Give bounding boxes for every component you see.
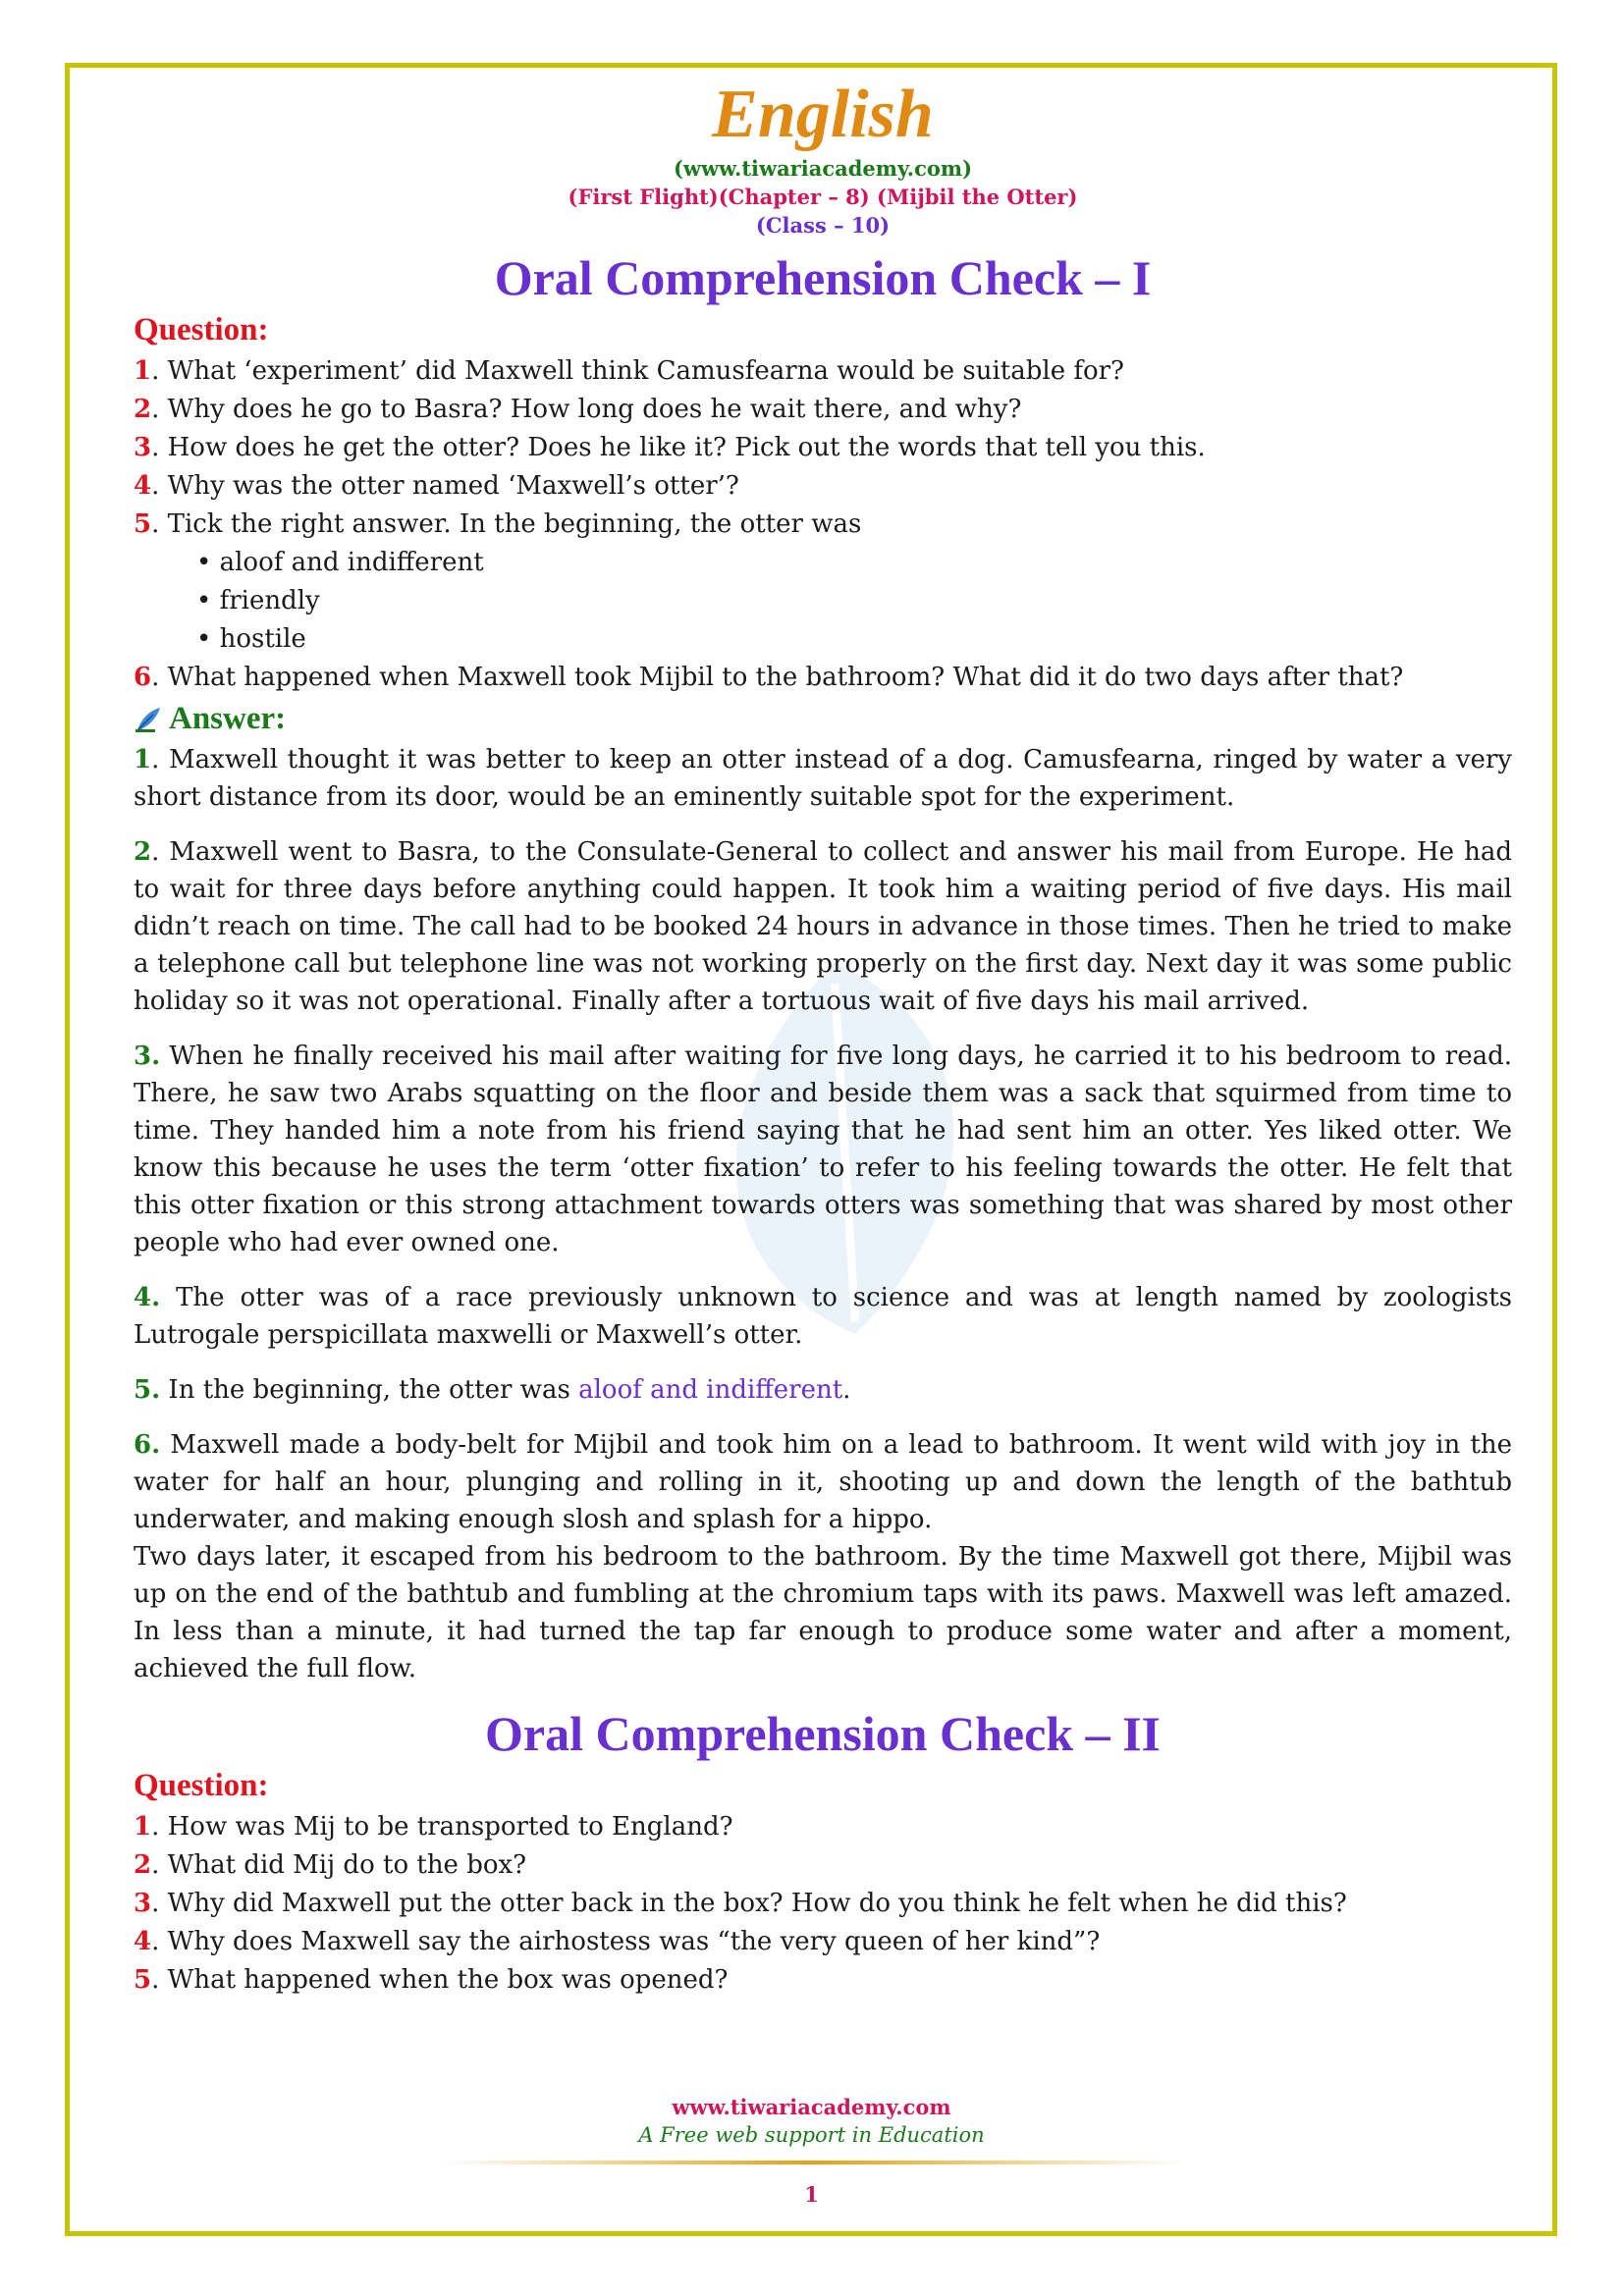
answer-highlight: aloof and indifferent [578, 1375, 843, 1405]
answer-paragraph: 5. In the beginning, the otter was aloof and indifferent. [134, 1375, 851, 1405]
answer-label: Answer: [134, 701, 1512, 737]
quill-pen-icon [134, 705, 163, 734]
footer-tagline: A Free web support in Education [638, 2123, 985, 2147]
page-header [134, 77, 1512, 238]
question-list-2 [134, 1808, 1512, 2000]
page-content [134, 77, 1512, 2000]
question-item: 5. What happened when the box was opened? [134, 1965, 729, 1995]
question-item: 2. Why does he go to Basra? How long does he wait there, and why? [134, 395, 1022, 424]
footer-divider [439, 2161, 1185, 2164]
section-title-2: Oral Comprehension Check – II [484, 1706, 1161, 1761]
answer-paragraph: 2. Maxwell went to Basra, to the Consulate-General to collect and answer his mail from Europe. He had to wait for three days before anything could happen. It took him a waiting period of five days. His mail didn’t reach on time. The call had to be booked 24 hours in advance in those times. Then he tried to make a telephone call but telephone line was not working properly on the first day. Next day it was some public holiday so it was not operational. Finally after a tortuous wait of five days his mail arrived. [134, 837, 1512, 1016]
header-subtitle: (First Flight)(Chapter – 8) (Mijbil the Otter) [568, 185, 1078, 209]
answer-paragraph: 3. When he finally received his mail after waiting for five long days, he carried it to his bedroom to read. There, he saw two Arabs squatting on the floor and beside them was a sack that squirmed from time to time. They handed him a note from his friend saying that he had sent him an otter. Yes liked otter. We know this because he uses the term ‘otter fixation’ to refer to his feeling towards the otter. He felt that this otter fixation or this strong attachment towards otters was something that was shared by most other people who had ever owned one. [134, 1041, 1512, 1257]
answer-paragraph: 1. Maxwell thought it was better to keep an otter instead of a dog. Camusfearna, ringed by water a very short distance from its door, would be an eminently suitable spot for the experiment. [134, 745, 1512, 812]
header-website: (www.tiwariacademy.com) [673, 156, 973, 181]
question-item: 3. How does he get the otter? Does he like it? Pick out the words that tell you this. [134, 433, 1206, 462]
answer-paragraph: 6. Maxwell made a body-belt for Mijbil and took him on a lead to bathroom. It went wild with joy in the water for half an hour, plunging and rolling in it, shooting up and down the length of the bathtub underwater, and making enough slosh and splash for a hippo. Two days later, it escaped from his bedroom to the bathroom. By the time Maxwell got there, Mijbil was up on the end of the bathtub and fumbling at the chromium taps with its paws. Maxwell was left amazed. In less than a minute, it had turned the tap far enough to produce some water and after a moment, achieved the full flow. [134, 1430, 1512, 1683]
option-item: • friendly [196, 586, 320, 615]
question-label-1: Question: [134, 312, 269, 347]
question-item: 5. Tick the right answer. In the beginning, the otter was [134, 509, 862, 539]
question-label-2: Question: [134, 1768, 269, 1803]
question-list-1 [134, 352, 1512, 697]
answer-paragraph: 4. The otter was of a race previously unknown to science and was at length named by zoologists Lutrogale perspicillata maxwelli or Maxwell’s otter. [134, 1283, 1512, 1350]
question-item: 4. Why does Maxwell say the airhostess was “the very queen of her kind”? [134, 1927, 1101, 1956]
page-number: 1 [804, 2182, 819, 2207]
page-title: English [712, 77, 934, 152]
header-class: (Class – 10) [755, 213, 891, 238]
question-item: 2. What did Mij do to the box? [134, 1850, 527, 1880]
question-item: 1. How was Mij to be transported to England? [134, 1812, 733, 1842]
option-item: • aloof and indifferent [196, 548, 484, 577]
page-footer [0, 2095, 1623, 2207]
question-item: 3. Why did Maxwell put the otter back in the box? How do you think he felt when he did this? [134, 1889, 1347, 1918]
question-item: 4. Why was the otter named ‘Maxwell’s otter’? [134, 471, 739, 501]
option-item: • hostile [196, 624, 306, 654]
section-title-1: Oral Comprehension Check – I [494, 250, 1152, 305]
question-item: 6. What happened when Maxwell took Mijbil to the bathroom? What did it do two days after that? [134, 663, 1404, 692]
question-item: 1. What ‘experiment’ did Maxwell think Camusfearna would be suitable for? [134, 356, 1124, 386]
footer-url[interactable]: www.tiwariacademy.com [672, 2095, 951, 2119]
